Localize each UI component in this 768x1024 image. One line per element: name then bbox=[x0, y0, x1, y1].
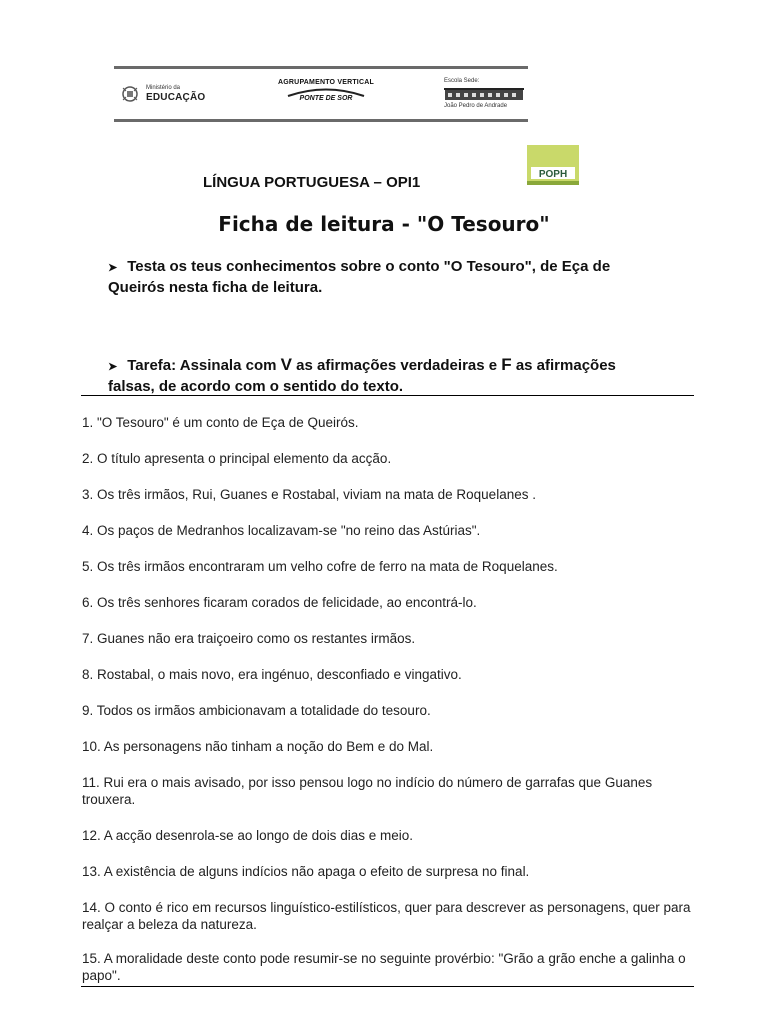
arrow-bullet-icon: ➤ bbox=[108, 262, 118, 274]
intro-line-1: Testa os teus conhecimentos sobre o conto "O Tesouro", de Eça de bbox=[127, 258, 611, 275]
statement-item: 8. Rostabal, o mais novo, era ingénuo, desconfiado e vingativo. bbox=[82, 667, 462, 682]
subject-heading: LÍNGUA PORTUGUESA – OPI1 bbox=[203, 174, 421, 191]
ministry-logo bbox=[120, 85, 205, 103]
task-v-letter: V bbox=[280, 355, 292, 374]
escola-name: João Pedro de Andrade bbox=[444, 103, 508, 109]
task-bullet bbox=[108, 355, 698, 397]
ministry-small-text: Ministério da bbox=[146, 85, 181, 91]
task-text-part3: as afirmações bbox=[511, 357, 616, 374]
page-title: Ficha de leitura - "O Tesouro" bbox=[218, 212, 550, 236]
bottom-divider bbox=[81, 986, 694, 987]
statement-item: 4. Os paços de Medranhos localizavam-se "no reino das Astúrias". bbox=[82, 523, 481, 538]
statement-item: 1. "O Tesouro" é um conto de Eça de Queirós. bbox=[82, 415, 359, 430]
poph-logo-text: POPH bbox=[538, 169, 568, 180]
statement-item: 6. Os três senhores ficaram corados de felicidade, ao encontrá-lo. bbox=[82, 595, 477, 610]
agrupamento-subtitle: PONTE DE SOR bbox=[299, 95, 353, 102]
statement-item: 5. Os três irmãos encontraram um velho cofre de ferro na mata de Roquelanes. bbox=[82, 559, 558, 574]
ministry-name: EDUCAÇÃO bbox=[146, 92, 206, 103]
statement-item: 13. A existência de alguns indícios não apaga o efeito de surpresa no final. bbox=[82, 864, 530, 879]
task-text-part2: as afirmações verdadeiras e bbox=[291, 357, 502, 374]
agrupamento-title: AGRUPAMENTO VERTICAL bbox=[278, 79, 374, 86]
escola-sede-logo bbox=[444, 78, 526, 109]
top-divider bbox=[81, 395, 694, 396]
task-text-part1: Tarefa: Assinala com bbox=[127, 357, 281, 374]
statement-item: 14. O conto é rico em recursos linguístico-estilísticos, quer para descrever as personagens, quer para realçar a beleza da natureza. bbox=[82, 900, 691, 932]
task-f-letter: F bbox=[501, 355, 512, 374]
coat-of-arms-icon bbox=[120, 85, 140, 103]
statement-item: 12. A acção desenrola-se ao longo de dois dias e meio. bbox=[82, 828, 413, 843]
poph-logo bbox=[527, 145, 579, 185]
statement-item: 7. Guanes não era traiçoeiro como os restantes irmãos. bbox=[82, 631, 416, 646]
statement-item: 10. As personagens não tinham a noção do Bem e do Mal. bbox=[82, 739, 434, 754]
statement-item: 3. Os três irmãos, Rui, Guanes e Rostabal, viviam na mata de Roquelanes . bbox=[82, 487, 536, 502]
statement-item: 9. Todos os irmãos ambicionavam a totalidade do tesouro. bbox=[82, 703, 431, 718]
intro-bullet bbox=[108, 257, 698, 298]
statement-item: 2. O título apresenta o principal elemento da acção. bbox=[82, 451, 392, 466]
statement-item: 11. Rui era o mais avisado, por isso pensou logo no indício do número de garrafas que Guanes trouxera. bbox=[82, 775, 653, 807]
school-building-icon bbox=[444, 87, 524, 101]
task-line-2: falsas, de acordo com o sentido do texto. bbox=[108, 378, 404, 395]
escola-label: Escola Sede: bbox=[444, 78, 480, 84]
statement-list bbox=[82, 414, 694, 984]
agrupamento-logo bbox=[266, 79, 386, 102]
arrow-bullet-icon: ➤ bbox=[108, 361, 118, 373]
intro-line-2: Queirós nesta ficha de leitura. bbox=[108, 279, 323, 296]
statement-item: 15. A moralidade deste conto pode resumir-se no seguinte provérbio: "Grão a grão enche a galinha o papo". bbox=[82, 951, 686, 983]
school-header bbox=[114, 66, 528, 122]
